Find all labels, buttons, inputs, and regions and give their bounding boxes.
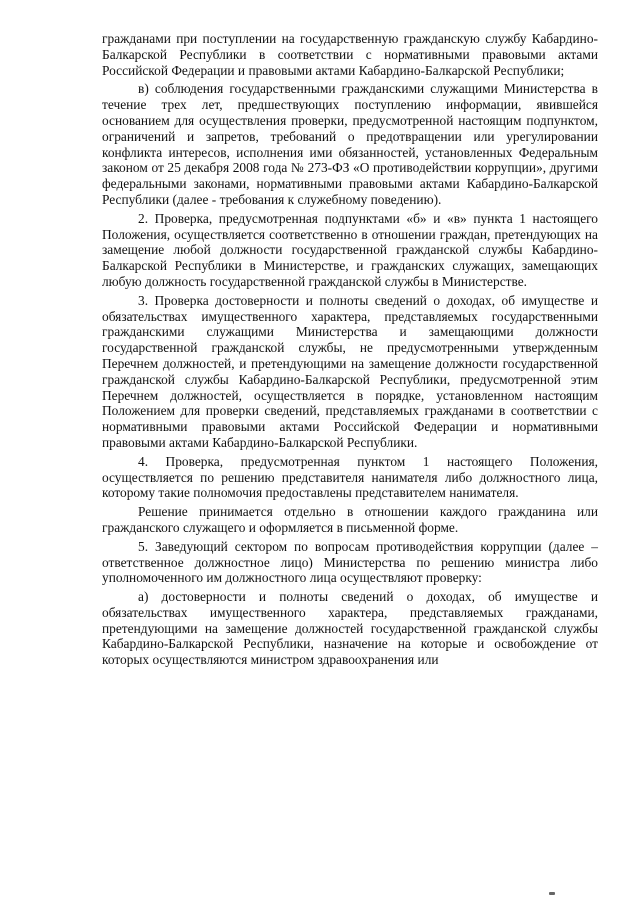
paragraph-5: 5. Заведующий сектором по вопросам противодействия коррупции (далее – ответственное должностное лицо) Министерства по решению министра либо уполномоченного им должностного лица осуществляют проверку: xyxy=(102,538,598,586)
paragraph-3: 3. Проверка достоверности и полноты сведений о доходах, об имуществе и обязательствах имущественного характера, представляемых государственными гражданскими служащими Министерства и замещающими должности государственной гражданской службы, не предусмотренными утвержденным Перечнем должностей, и претендующими на замещение должности государственной гражданской службы Кабардино-Балкарской Республики, предусмотренной этим Перечнем должностей, осуществляется в порядке, установленном настоящим Положением для проверки сведений, представляемых гражданами в соответствии с нормативными правовыми актами Российской Федерации и нормативными правовыми актами Кабардино-Балкарской Республики. xyxy=(102,292,598,450)
paragraph-5-item-a: а) достоверности и полноты сведений о доходах, об имуществе и обязательствах имущественного характера, представляемых гражданами, претендующими на замещение должностей государственной гражданской службы Кабардино-Балкарской Республики, назначение на которые и освобождение от которых осуществляются министром здравоохранения или xyxy=(102,589,598,668)
paragraph-4-decision: Решение принимается отдельно в отношении каждого гражданина или гражданского служащего и оформляется в письменной форме. xyxy=(102,504,598,535)
scan-speck xyxy=(549,892,555,895)
paragraph-continuation: гражданами при поступлении на государственную гражданскую службу Кабардино-Балкарской Республики в соответствии с нормативными правовыми актами Российской Федерации и правовыми актами Кабардино-Балкарской Республики; xyxy=(102,31,598,78)
paragraph-4: 4. Проверка, предусмотренная пунктом 1 настоящего Положения, осуществляется по решению представителя нанимателя либо должностного лица, которому такие полномочия предоставлены представителем нанимателя. xyxy=(102,453,598,501)
document-page xyxy=(102,31,598,671)
paragraph-item-v: в) соблюдения государственными гражданскими служащими Министерства в течение трех лет, предшествующих поступлению информации, явившейся основанием для осуществления проверки, предусмотренной настоящим подпунктом, ограничений и запретов, требований о предотвращении или урегулировании конфликта интересов, исполнения ими обязанностей, установленных Федеральным законом от 25 декабря 2008 года № 273-ФЗ «О противодействии коррупции», другими федеральными законами, нормативными правовыми актами Кабардино-Балкарской Республики (далее - требования к служебному поведению). xyxy=(102,81,598,207)
paragraph-2: 2. Проверка, предусмотренная подпунктами «б» и «в» пункта 1 настоящего Положения, осуществляется соответственно в отношении граждан, претендующих на замещение любой должности государственной гражданской службы Кабардино-Балкарской Республики в Министерстве, и гражданских служащих, замещающих любую должность государственной гражданской службы в Министерстве. xyxy=(102,210,598,289)
